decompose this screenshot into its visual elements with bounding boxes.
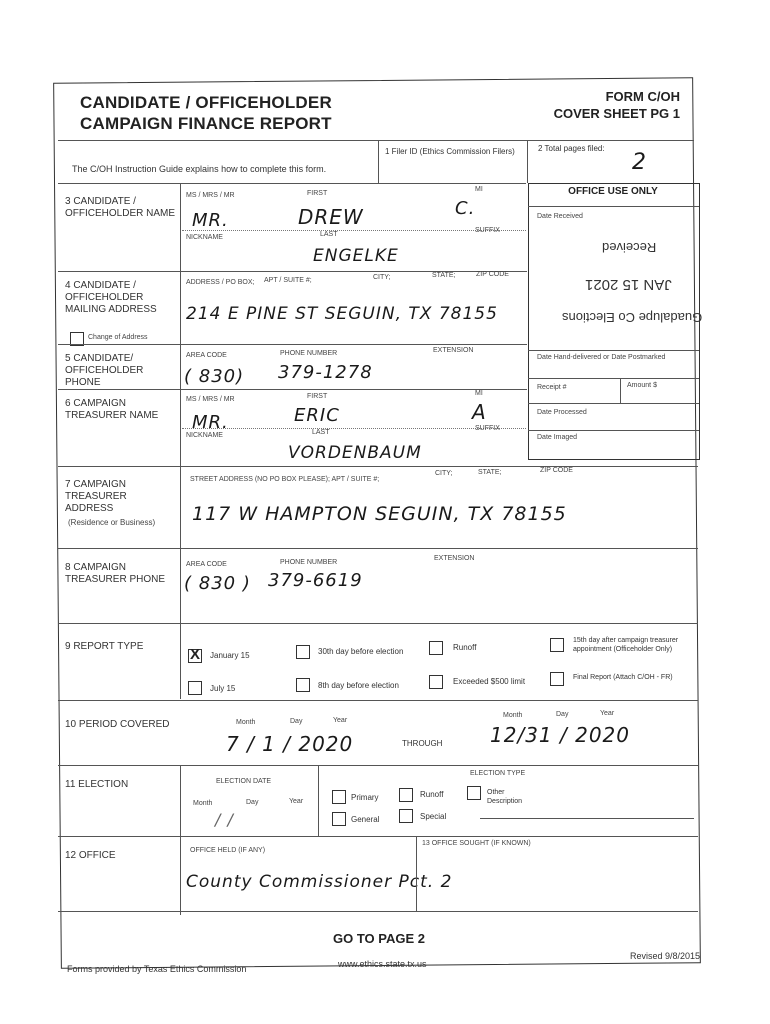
treasurer-address-label: 7 CAMPAIGN TREASURER ADDRESS — [65, 479, 127, 514]
form-title — [80, 92, 332, 134]
date-received-label: Date Received — [537, 213, 583, 220]
period-to-day-label: Day — [556, 711, 569, 718]
treas-prefix-value[interactable]: MR. — [192, 412, 229, 433]
treas-nickname-label: NICKNAME — [186, 432, 223, 439]
cand-phone-value[interactable]: 379-1278 — [278, 362, 373, 383]
treas-zip-label: ZIP CODE — [540, 467, 573, 474]
treas-first-value[interactable]: ERIC — [294, 405, 340, 426]
jan15-checkbox[interactable] — [188, 646, 202, 663]
period-day-label: Day — [290, 718, 303, 725]
day15-label: 15th day after campaign treasurer appointment (Officeholder Only) — [573, 637, 679, 653]
runoff-label: Runoff — [453, 643, 477, 652]
cand-area-value[interactable]: ( 830) — [184, 366, 245, 387]
treas-mi-value[interactable]: A — [472, 400, 487, 424]
date-hand-delivered-label: Date Hand-delivered or Date Postmarked — [537, 354, 666, 361]
through-label: THROUGH — [402, 739, 443, 748]
general-label: General — [351, 815, 380, 824]
primary-label: Primary — [351, 793, 379, 802]
cand-first-label: FIRST — [307, 190, 328, 197]
report-type-label: 9 REPORT TYPE — [65, 641, 144, 652]
office-sought-label: 13 OFFICE SOUGHT (IF KNOWN) — [422, 840, 531, 847]
cand-address-label: ADDRESS / PO BOX; — [186, 279, 255, 286]
treas-mi-label: MI — [475, 390, 483, 397]
receipt-label: Receipt # — [537, 384, 567, 391]
final-report-label: Final Report (Attach C/OH - FR) — [573, 674, 673, 681]
election-runoff-checkbox[interactable] — [399, 788, 413, 802]
period-month-label: Month — [236, 719, 256, 726]
jul15-label: July 15 — [210, 684, 236, 693]
cand-phone-label: PHONE NUMBER — [280, 350, 338, 357]
treas-address-value[interactable]: 117 W HAMPTON SEGUIN, TX 78155 — [192, 503, 567, 525]
office-label: 12 OFFICE — [65, 850, 116, 861]
total-pages-value[interactable]: 2 — [632, 150, 647, 175]
residence-note: (Residence or Business) — [68, 518, 156, 527]
treas-last-label: LAST — [312, 429, 330, 436]
special-label: Special — [420, 812, 447, 821]
cand-prefix-label: MS / MRS / MR — [186, 192, 235, 199]
cand-last-label: LAST — [320, 231, 338, 238]
final-report-checkbox[interactable] — [550, 672, 564, 686]
treas-area-value[interactable]: ( 830 ) — [184, 573, 251, 594]
checked-mark: X — [190, 646, 201, 663]
day8-label: 8th day before election — [318, 681, 399, 690]
date-processed-label: Date Processed — [537, 409, 587, 416]
office-held-label: OFFICE HELD (IF ANY) — [190, 847, 266, 854]
stamp-received: Received — [602, 240, 657, 255]
candidate-phone-label: 5 CANDIDATE/ OFFICEHOLDER PHONE — [65, 353, 144, 388]
cand-zip-label: ZIP CODE — [476, 271, 509, 278]
form-id — [500, 88, 680, 122]
exceeded-checkbox[interactable] — [429, 675, 443, 689]
office-use-title: OFFICE USE ONLY — [568, 186, 658, 197]
election-date-value[interactable]: / / — [215, 810, 234, 829]
treas-phone-label: PHONE NUMBER — [280, 559, 338, 566]
primary-checkbox[interactable] — [332, 790, 346, 804]
period-to-year-label: Year — [600, 710, 615, 717]
election-runoff-label: Runoff — [420, 790, 444, 799]
cand-mi-value[interactable]: C. — [455, 198, 476, 219]
day15-checkbox[interactable] — [550, 638, 564, 652]
day30-label: 30th day before election — [318, 647, 404, 656]
cand-first-value[interactable]: DREW — [298, 205, 364, 229]
cand-suffix-label: SUFFIX — [475, 227, 500, 234]
treas-last-value[interactable]: VORDENBAUM — [288, 443, 422, 463]
period-year-label: Year — [333, 717, 348, 724]
form-id-label: FORM C/OH — [605, 89, 680, 104]
treas-first-label: FIRST — [307, 393, 328, 400]
stamp-date: JAN 15 2021 — [585, 276, 672, 293]
amount-label: Amount $ — [627, 382, 657, 389]
special-checkbox[interactable] — [399, 809, 413, 823]
day8-checkbox[interactable] — [296, 678, 310, 692]
general-checkbox[interactable] — [332, 812, 346, 826]
footer-provided-by: Forms provided by Texas Ethics Commission — [67, 964, 247, 974]
cand-prefix-value[interactable]: MR. — [192, 210, 229, 231]
treas-prefix-label: MS / MRS / MR — [186, 396, 235, 403]
change-of-address-label: Change of Address — [88, 334, 148, 341]
cover-sheet-label: COVER SHEET PG 1 — [553, 106, 680, 121]
exceeded-label: Exceeded $500 limit — [453, 677, 526, 686]
instruction-text: The C/OH Instruction Guide explains how to complete this form. — [72, 164, 327, 174]
cand-apt-label: APT / SUITE #; — [264, 277, 312, 284]
treasurer-name-label: 6 CAMPAIGN TREASURER NAME — [65, 398, 159, 421]
cand-ext-label: EXTENSION — [433, 347, 474, 354]
go-to-page-2[interactable]: GO TO PAGE 2 — [333, 931, 425, 946]
election-day-label: Day — [246, 799, 259, 806]
treas-area-label: AREA CODE — [186, 561, 227, 568]
runoff-checkbox[interactable] — [429, 641, 443, 655]
footer-revised: Revised 9/8/2015 — [630, 951, 701, 961]
cand-area-label: AREA CODE — [186, 352, 227, 359]
election-type-label: ELECTION TYPE — [470, 770, 526, 777]
election-date-label: ELECTION DATE — [216, 778, 272, 785]
treas-city-label: CITY; — [435, 470, 453, 477]
office-held-value[interactable]: County Commissioner Pct. 2 — [186, 872, 453, 892]
title-line-2: CAMPAIGN FINANCE REPORT — [80, 114, 332, 133]
cand-address-value[interactable]: 214 E PINE ST SEGUIN, TX 78155 — [186, 304, 498, 324]
day30-checkbox[interactable] — [296, 645, 310, 659]
cand-last-value[interactable]: ENGELKE — [313, 246, 399, 266]
treas-street-label: STREET ADDRESS (NO PO BOX PLEASE); APT / SUITE #; — [190, 476, 380, 483]
footer-url[interactable]: www.ethics.state.tx.us — [338, 959, 427, 969]
title-line-1: CANDIDATE / OFFICEHOLDER — [80, 93, 332, 112]
treas-ext-label: EXTENSION — [434, 555, 475, 562]
other-checkbox[interactable] — [467, 786, 481, 800]
treas-state-label: STATE; — [478, 469, 502, 476]
stamp-office: Guadalupe Co Elections — [562, 310, 703, 325]
date-imaged-label: Date Imaged — [537, 434, 578, 441]
cand-city-label: CITY; — [373, 274, 391, 281]
filer-id-label: 1 Filer ID (Ethics Commission Filers) — [385, 147, 515, 156]
jul15-checkbox[interactable] — [188, 681, 202, 695]
period-covered-label: 10 PERIOD COVERED — [65, 719, 170, 730]
treas-phone-value[interactable]: 379-6619 — [268, 570, 363, 591]
period-to-value[interactable]: 12/31 / 2020 — [490, 723, 630, 747]
period-to-month-label: Month — [503, 712, 523, 719]
cand-mi-label: MI — [475, 186, 483, 193]
total-pages-label: 2 Total pages filed: — [538, 144, 605, 153]
candidate-name-label: 3 CANDIDATE / OFFICEHOLDER NAME — [65, 196, 176, 219]
cand-nickname-label: NICKNAME — [186, 234, 223, 241]
election-month-label: Month — [193, 800, 213, 807]
candidate-address-label: 4 CANDIDATE / OFFICEHOLDER MAILING ADDRESS — [65, 280, 157, 315]
treasurer-phone-label: 8 CAMPAIGN TREASURER PHONE — [65, 562, 166, 585]
other-description-label: Other Description — [487, 789, 523, 805]
jan15-label: January 15 — [210, 651, 250, 660]
treas-suffix-label: SUFFIX — [475, 425, 500, 432]
period-from-value[interactable]: 7 / 1 / 2020 — [226, 732, 354, 756]
election-label: 11 ELECTION — [65, 779, 129, 790]
cand-state-label: STATE; — [432, 272, 456, 279]
election-year-label: Year — [289, 798, 304, 805]
